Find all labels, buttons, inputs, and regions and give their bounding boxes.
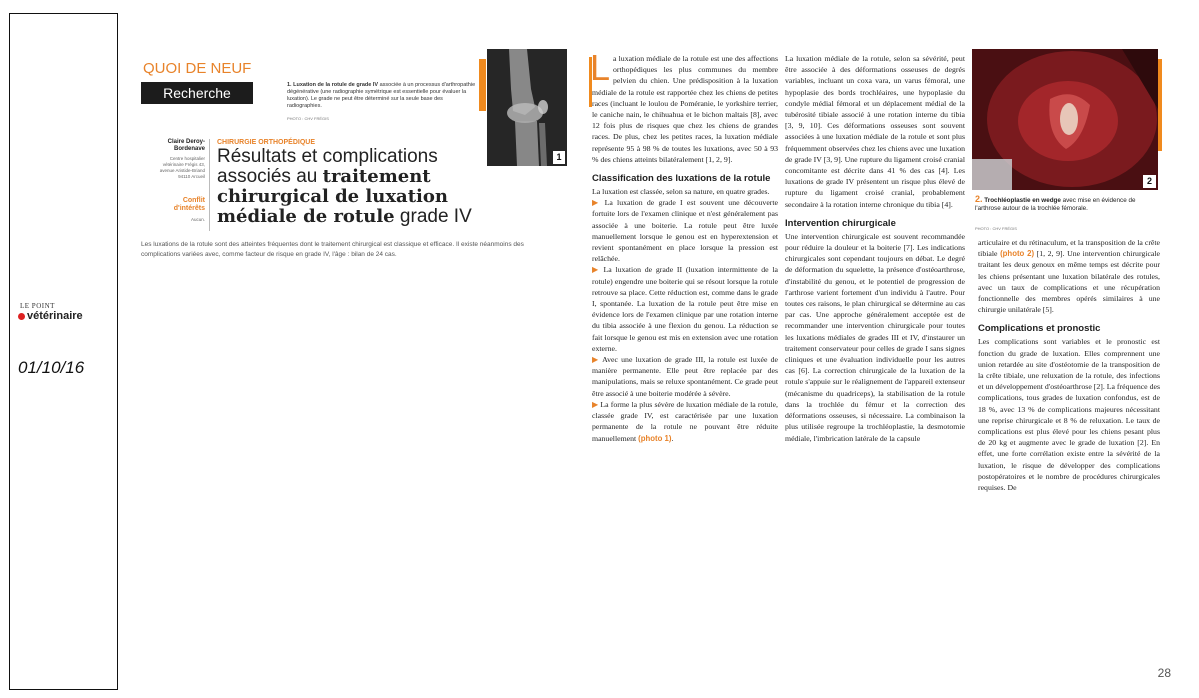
author-name: Claire Deroy-Bordenave <box>167 139 205 152</box>
divider <box>209 139 210 231</box>
author-block <box>157 139 205 180</box>
xray-image-icon <box>487 49 567 166</box>
col3-complications-text: Les complications sont variables et le pronostic est fonction du grade de luxation. Elles comprennent une union retardée au site d'ostéotomie de la transposition de la crête tibiale, une reluxation de la rotule, des infections et un développement d'ostéoarthrose [2]. La fréquence des complications, tous grades de luxation confondus, est de 18 %, avec 13 % de complications majeures nécessitant une reprise chirurgicale et 8 % de reluxation. Le taux de complications est plus élevé pour les chiens pesant plus de 20 kg et augmente avec le grade de luxation [2]. En effet, une forte corrélation existe entre la sévérité de la luxation, le risque de développer des complications postopératoires et le nombre de procédures chirurgicales requises. De <box>978 337 1160 493</box>
col1-grade3: Avec une luxation de grade III, la rotule est luxée de manière permanente. Elle peut être replacée par des manipulations, mais se reluxe spontanément. Ce grade peut être associé à une boiterie modérée à sévère. <box>592 355 778 398</box>
logo-main-text: vétérinaire <box>27 310 83 322</box>
bullet-icon: ▶ <box>592 355 600 365</box>
photo1-caption-text: associée à un processus d'arthropathie dégénérative (une radiographie symétrique est essentielle pour évaluer la luxation). Le grade ne peut être déterminé sur la seule base des radiographies. <box>287 82 476 109</box>
sidebar-frame <box>9 13 118 690</box>
surgery-image-icon <box>972 49 1158 190</box>
col1-grade2: La luxation de grade II (luxation intermittente de la rotule) engendre une boiterie qui se résout lorsque la rotule retrouve sa place. Cette réduction est, comme dans le grade I, spontanée. La luxation de la rotule peut être mise en évidence lors de l'examen clinique par une rotation interne du tibia associée à une flexion du genou. La réduction se fait lorsque le genou est mis en extension avec une rotation externe. <box>592 265 778 353</box>
col2-surgery-text: Une intervention chirurgicale est souvent recommandée pour réduire la douleur et la boiterie [7]. Les indications chirurgicales sont cependant toujours en débat. Le degré de déformation du squelette, la présence d'ostéoarthrose, d'instabilité du genou, et le potentiel de progression de l'arthrose varient fortement d'un individu à l'autre. Pour toutes ces raisons, le plan chirurgical se détermine au cas par cas. Une approche généralement acceptée est de recommander une intervention chirurgicale pour toutes les luxations médiales de grades III et IV, d'instaurer un traitement conservateur pour celles de grade I sans signes cliniques et une évaluation individuelle pour les autres cas [6]. La correction chirurgicale de la luxation de la rotule s'appuie sur le réalignement de l'appareil extenseur (mécanisme du quadriceps), la stabilisation de la rotule dans la trochlée du fémur et la correction des déformations osseuses, si nécessaire. La combinaison la plus utilisée regroupe la trochléoplastie, la desmotomie médiale, l'imbrication latérale de la capsule <box>785 231 965 443</box>
publication-date: 01/10/16 <box>18 358 85 377</box>
col3-paragraph-start: articulaire et du rétinaculum, et la transposition de la crête tibiale <box>978 238 1160 259</box>
author-affiliation: Centre hospitalier vétérinaire Frégis 43, avenue Aristide-Briand 94110 Arcueil <box>159 156 205 179</box>
bullet-icon: ▶ <box>592 265 600 275</box>
photo1-number-badge: 1 <box>553 151 565 164</box>
article-headline <box>217 147 497 227</box>
photo2-caption <box>975 196 1155 212</box>
col1-paragraph: a luxation médiale de la rotule est une des affections orthopédiques les plus communes du membre pelvien du chien. Une prédisposition à la luxation médiale de la rotule est rapportée chez les chiens de petites races (incluant le loulou de Poméranie, le yorkshire terrier, le caniche nain, le chihuahua et le bichon maltais [8], avec 12 fois plus de risques que chez les chiens de grandes races. De plus, chez les petites races, la luxation médiale représente 95 à 98 % de toutes les luxations, avec 50 à 93 % des chiens atteints bilatéralement [1, 2, 9]. <box>592 54 778 164</box>
accent-bar <box>479 59 486 111</box>
col3-heading: Complications et pronostic <box>978 323 1101 335</box>
col1-grade1: La luxation de grade I est souvent une découverte fortuite lors de l'examen clinique et n'est généralement pas associée à une boiterie. La rotule peut être luxée manuellement lorsque le genou est en hyperextension et revient spontanément en place lorsque la pression est relâchée. <box>592 198 779 264</box>
subsection-label: Recherche <box>141 82 253 104</box>
surgery-photo <box>972 49 1158 190</box>
photo2-caption-title: Trochléoplastie en wedge <box>982 197 1061 204</box>
logo-top-text: LE POINT <box>20 302 55 310</box>
photo2-caption-number: 2. <box>975 194 983 204</box>
magazine-page <box>135 45 1175 685</box>
photo2-credit: PHOTO : CHV FRÉGIS <box>975 226 1017 231</box>
bullet-icon: ▶ <box>592 399 599 409</box>
section-title: QUOI DE NEUF <box>143 60 252 77</box>
conflict-value: Aucun. <box>190 217 205 222</box>
photo2-caption-text: avec mise en évidence de l'arthrose autour de la trochlée fémorale. <box>975 197 1136 212</box>
col2-paragraph: La luxation médiale de la rotule, selon sa sévérité, peut être associée à des déformations osseuses de degrés variables, incluant un coxa vara, un varus fémoral, une hypoplasie des bords trochléaires, une hypoplasie du condyle médial fémoral et un déplacement médial de la tubérosité tibiale associé à une rotation interne du tibia [3, 9, 10]. Ces déformations osseuses sont souvent associées à une luxation médiale de la rotule et sont plus fréquemment observées chez les chiens avec une luxation de grade IV [3, 9]. Une rupture du ligament croisé cranial concomitante est décrite dans 41 % des cas [4]. Les luxations de grade IV présentent un risque plus élevé de rupture du ligament croisé cranial, probablement secondaire à la rotation interne chronique du tibia [4]. <box>785 54 965 209</box>
photo2-number-badge: 2 <box>1143 175 1156 188</box>
xray-photo <box>487 49 567 166</box>
conflict-title: Conflit d'intérêts <box>173 197 205 212</box>
col2-heading: Intervention chirurgicale <box>785 217 896 229</box>
headline-bold-part: traitement chirurgical de luxation médiale de rotule <box>217 166 448 227</box>
article-category: CHIRURGIE ORTHOPÉDIQUE <box>217 139 316 146</box>
page-number: 28 <box>1157 666 1171 680</box>
logo-dot-icon <box>18 313 25 320</box>
photo2-accent-bar <box>1158 59 1162 151</box>
photo1-credit: PHOTO : CHV FRÉGIS <box>287 116 329 121</box>
col1-heading: Classification des luxations de la rotule <box>592 173 771 185</box>
article-column-1: La luxation médiale de la rotule est une des affections orthopédiques les plus communes du membre pelvien du chien. Une prédisposition à la luxation médiale de la rotule est rapportée chez les chiens de petites races (incluant le loulou de Poméranie, le yorkshire terrier, le caniche nain, le chihuahua et le bichon maltais [8], avec 12 fois plus de risques que chez les chiens de grandes races. De plus, chez les petites races, la luxation médiale représente 95 à 98 % de toutes les luxations, avec 50 à 93 % des chiens atteints bilatéralement [1, 2, 9]. Classification des luxations de la rotule La luxation est classée, selon sa nature, en quatre grades. ▶ La luxation de grade I est souvent une découverte fortuite lors de l'examen clinique et n'est généralement pas associée à une boiterie. La rotule peut être luxée manuellement lorsque le genou est en hyperextension et revient spontanément en place lorsque la pression est relâchée. ▶ La luxation de grade II (luxation intermittente de la rotule) engendre une boiterie qui se résout lorsque la rotule retrouve sa place. Cette réduction est, comme dans le grade I, spontanée. La luxation de la rotule peut être mise en évidence lors de l'examen clinique par une rotation interne du tibia associée à une flexion du genou. La réduction se fait lorsque le genou est mis en extension avec une rotation externe. ▶ Avec une luxation de grade III, la rotule est luxée de manière permanente. Elle peut être replacée par des manipulations, mais se reluxe spontanément. Ce grade peut être associé à une boiterie modérée à sévère. ▶ La forme la plus sévère de luxation médiale de la rotule, classée grade IV, est caractérisée par une luxation permanente de la rotule ne pouvant être réduite manuellement (photo 1). <box>590 47 779 443</box>
col3-paragraph-end: [1, 2, 9]. Une intervention chirurgicale traitant les deux genoux en même temps est décrite pour les chiens présentant une luxation bilatérale des rotules, avec un taux de complications et une récupération fonctionnelle des membres opérés similaires à une chirurgie unilatérale [5]. <box>978 249 1161 315</box>
col1-intro: La luxation est classée, selon sa nature, en quatre grades. <box>592 187 770 197</box>
photo1-caption-title: 1. Luxation de la rotule de grade IV <box>287 82 379 88</box>
publication-logo <box>18 302 98 322</box>
article-lead: Les luxations de la rotule sont des atteintes fréquentes dont le traitement chirurgical est classique et efficace. Il existe néanmoins des complications variées avec, comme facteur de risque en grade IV, l'âge : bilan de 24 cas. <box>141 241 524 258</box>
photo1-caption <box>287 82 477 110</box>
bullet-icon: ▶ <box>592 198 601 208</box>
headline-light-part: Résultats et complications associés au <box>217 146 438 187</box>
photo1-reference: (photo 1) <box>638 433 672 443</box>
article-column-3 <box>978 237 1160 493</box>
article-column-2 <box>785 53 965 444</box>
col1-grade4: La forme la plus sévère de luxation médiale de la rotule, classée grade IV, est caractérisée par une luxation permanente de la rotule ne pouvant être réduite manuellement <box>592 399 778 443</box>
dropcap: L <box>590 47 611 88</box>
conflict-block <box>157 197 205 222</box>
headline-light-end: grade IV <box>394 206 472 227</box>
photo2-reference: (photo 2) <box>1000 249 1035 259</box>
